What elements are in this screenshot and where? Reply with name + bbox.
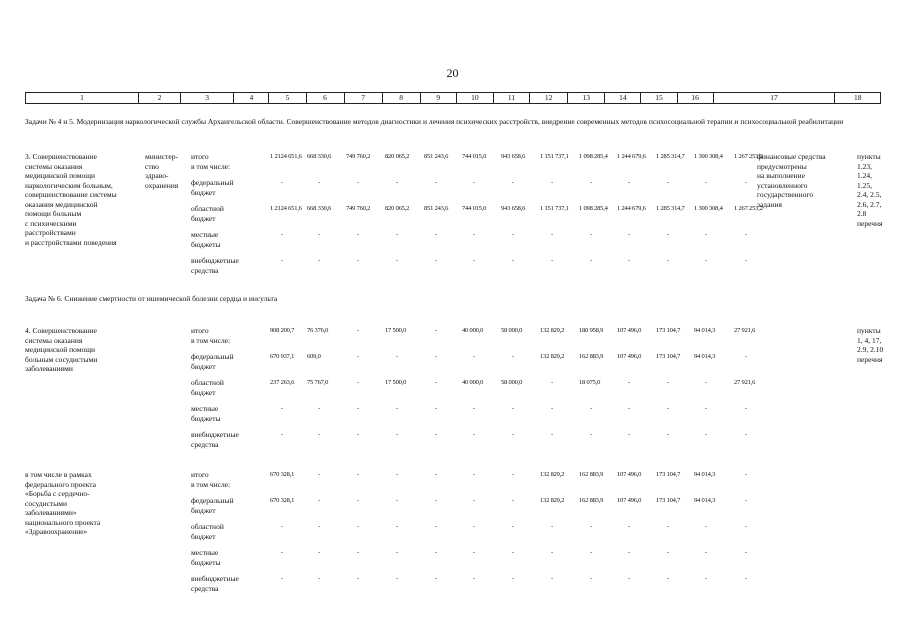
executor-line: здраво- xyxy=(145,171,169,180)
funding-value-cell: 173 104,7 xyxy=(656,353,681,360)
header-col-14: 14 xyxy=(604,93,640,103)
funding-value-cell: - xyxy=(590,257,592,264)
funding-source-label: бюджеты xyxy=(191,413,221,423)
funding-value-cell: - xyxy=(357,497,359,504)
note-line: государственного xyxy=(757,190,814,199)
funding-value-cell: - xyxy=(705,231,707,238)
reference-line: 1, 4, 17, xyxy=(857,335,882,345)
funding-value-cell: 173 104,7 xyxy=(656,471,681,478)
funding-value-cell: 132 829,2 xyxy=(540,327,565,334)
funding-value-cell: 1 244 679,6 xyxy=(617,153,646,160)
funding-value-cell: - xyxy=(512,431,514,438)
funding-value-cell: - xyxy=(628,523,630,530)
funding-value-cell: 1 151 737,1 xyxy=(540,205,569,212)
funding-value-cell: - xyxy=(667,549,669,556)
funding-value-cell: - xyxy=(590,179,592,186)
funding-value-cell: - xyxy=(667,523,669,530)
funding-value-cell: - xyxy=(745,179,747,186)
executor-line: министер- xyxy=(145,152,178,161)
funding-value-cell: - xyxy=(396,179,398,186)
funding-value-cell: 670 328,1 xyxy=(270,471,295,478)
funding-value-cell: - xyxy=(512,231,514,238)
funding-value-cell: - xyxy=(745,471,747,478)
funding-source-label: федеральный xyxy=(191,496,234,505)
funding-value-cell: - xyxy=(590,523,592,530)
funding-value-cell: - xyxy=(745,523,747,530)
funding-source-label: внебюджетные xyxy=(191,430,239,439)
funding-value-cell: - xyxy=(281,231,283,238)
header-col-13: 13 xyxy=(567,93,604,103)
funding-value-cell: 1 267 253,2 xyxy=(734,153,763,160)
funding-value-cell: - xyxy=(473,231,475,238)
funding-value-cell: 27 921,6 xyxy=(734,379,756,386)
funding-value-cell: - xyxy=(745,431,747,438)
funding-value-cell: 94 014,3 xyxy=(694,497,716,504)
funding-value-cell: 237 263,6 xyxy=(270,379,295,386)
funding-source-label: средства xyxy=(191,583,219,593)
funding-value-cell: 943 658,6 xyxy=(501,153,526,160)
reference-line: 2.8 xyxy=(857,209,867,218)
header-col-4: 4 xyxy=(233,93,268,103)
funding-source-label: в том числе: xyxy=(191,479,231,489)
funding-source-label: областной xyxy=(191,204,224,213)
funding-value-cell: - xyxy=(318,471,320,478)
funding-value-cell: - xyxy=(281,431,283,438)
funding-value-cell: - xyxy=(473,523,475,530)
funding-value-cell: - xyxy=(590,405,592,412)
funding-value-cell: - xyxy=(473,471,475,478)
funding-value-cell: - xyxy=(628,179,630,186)
funding-value-cell: - xyxy=(396,575,398,582)
measure-name-line: системы оказания xyxy=(25,335,83,345)
funding-source-label: внебюджетные xyxy=(191,574,239,583)
funding-value-cell: - xyxy=(396,497,398,504)
funding-value-cell: - xyxy=(512,179,514,186)
note-line: задания xyxy=(757,199,782,209)
funding-value-cell: - xyxy=(473,405,475,412)
funding-value-cell: 173 104,7 xyxy=(656,327,681,334)
measure-name-line: оказания медицинской xyxy=(25,199,98,209)
funding-value-cell: - xyxy=(705,575,707,582)
funding-value-cell: 173 104,7 xyxy=(656,497,681,504)
funding-value-cell: - xyxy=(473,431,475,438)
funding-value-cell: 1 098 285,4 xyxy=(579,205,608,212)
funding-value-cell: - xyxy=(473,353,475,360)
funding-value-cell: 670 937,1 xyxy=(270,353,295,360)
funding-source-label: бюджет xyxy=(191,505,216,515)
funding-value-cell: - xyxy=(628,257,630,264)
header-col-9: 9 xyxy=(420,93,456,103)
funding-value-cell: - xyxy=(745,405,747,412)
measure-name-line: расстройствами xyxy=(25,228,76,237)
funding-value-cell: 94 014,3 xyxy=(694,327,716,334)
measure-name-line: в том числе в рамках xyxy=(25,470,92,479)
funding-value-cell: 162 883,9 xyxy=(579,497,604,504)
funding-value-cell: 17 500,0 xyxy=(385,327,407,334)
note-line: финансовые средства xyxy=(757,152,826,161)
funding-value-cell: 40 000,0 xyxy=(462,327,484,334)
funding-value-cell: 943 658,6 xyxy=(501,205,526,212)
measure-name-line: национального проекта xyxy=(25,517,101,527)
funding-value-cell: - xyxy=(357,431,359,438)
funding-value-cell: 744 015,0 xyxy=(462,153,487,160)
funding-value-cell: - xyxy=(551,231,553,238)
funding-value-cell: - xyxy=(281,523,283,530)
measure-name-line: с психическими xyxy=(25,218,77,228)
funding-value-cell: - xyxy=(705,179,707,186)
funding-value-cell: - xyxy=(705,405,707,412)
funding-value-cell: - xyxy=(667,431,669,438)
funding-value-cell: - xyxy=(318,549,320,556)
funding-value-cell: - xyxy=(357,549,359,556)
funding-value-cell: 107 496,0 xyxy=(617,471,642,478)
funding-value-cell: - xyxy=(628,231,630,238)
funding-value-cell: 94 014,3 xyxy=(694,471,716,478)
funding-value-cell: 851 243,6 xyxy=(424,205,449,212)
funding-source-label: бюджет xyxy=(191,387,216,397)
funding-value-cell: 1 285 314,7 xyxy=(656,153,685,160)
funding-value-cell: - xyxy=(473,575,475,582)
task-6-heading: Задача № 6. Снижение смертности от ишемической болезни сердца и инсульта xyxy=(25,294,278,303)
reference-line: перечня xyxy=(857,218,883,228)
funding-value-cell: - xyxy=(551,523,553,530)
header-col-6: 6 xyxy=(306,93,344,103)
funding-source-label: средства xyxy=(191,439,219,449)
executor-line: охранения xyxy=(145,180,179,190)
funding-value-cell: - xyxy=(590,231,592,238)
funding-value-cell: - xyxy=(357,327,359,334)
funding-value-cell: 908 200,7 xyxy=(270,327,295,334)
funding-source-label: местные xyxy=(191,404,219,413)
funding-source-label: федеральный xyxy=(191,352,234,361)
header-col-10: 10 xyxy=(456,93,493,103)
funding-value-cell: - xyxy=(551,379,553,386)
funding-source-label: бюджеты xyxy=(191,239,221,249)
funding-value-cell: - xyxy=(628,379,630,386)
measure-name-line: сосудистыми xyxy=(25,498,68,508)
funding-value-cell: - xyxy=(667,405,669,412)
funding-value-cell: 107 496,0 xyxy=(617,353,642,360)
funding-value-cell: - xyxy=(357,379,359,386)
funding-value-cell: 27 921,6 xyxy=(734,327,756,334)
funding-source-label: бюджеты xyxy=(191,557,221,567)
funding-value-cell: 40 000,0 xyxy=(462,379,484,386)
funding-value-cell: 162 883,9 xyxy=(579,471,604,478)
funding-value-cell: - xyxy=(551,575,553,582)
header-col-5: 5 xyxy=(268,93,305,103)
funding-value-cell: - xyxy=(435,497,437,504)
measure-name-line: «Борьба с сердечно- xyxy=(25,489,90,498)
header-col-3: 3 xyxy=(180,93,233,103)
funding-value-cell: - xyxy=(435,405,437,412)
funding-value-cell: - xyxy=(705,523,707,530)
funding-value-cell: 180 958,9 xyxy=(579,327,604,334)
funding-value-cell: 820 065,2 xyxy=(385,205,410,212)
funding-value-cell: - xyxy=(473,497,475,504)
funding-source-label: итого xyxy=(191,152,209,161)
header-col-17: 17 xyxy=(713,93,835,103)
reference-line: перечня xyxy=(857,354,883,364)
funding-value-cell: - xyxy=(396,523,398,530)
funding-value-cell: - xyxy=(628,575,630,582)
header-col-11: 11 xyxy=(493,93,529,103)
funding-value-cell: - xyxy=(396,231,398,238)
funding-value-cell: 749 760,2 xyxy=(346,153,371,160)
reference-line: пункты xyxy=(857,152,881,161)
funding-value-cell: - xyxy=(435,471,437,478)
funding-value-cell: - xyxy=(551,549,553,556)
funding-value-cell: - xyxy=(357,405,359,412)
measure-name-line: 3. Совершенствование xyxy=(25,152,97,161)
funding-value-cell: - xyxy=(473,179,475,186)
page-number: 20 xyxy=(446,66,459,80)
funding-value-cell: - xyxy=(435,431,437,438)
funding-value-cell: - xyxy=(512,257,514,264)
funding-value-cell: 162 883,9 xyxy=(579,353,604,360)
header-col-2: 2 xyxy=(138,93,180,103)
funding-source-label: средства xyxy=(191,265,219,275)
funding-value-cell: - xyxy=(318,179,320,186)
funding-value-cell: - xyxy=(628,431,630,438)
funding-value-cell: 58 000,0 xyxy=(501,327,523,334)
funding-value-cell: - xyxy=(705,431,707,438)
funding-value-cell: - xyxy=(357,179,359,186)
funding-value-cell: 668 330,6 xyxy=(307,205,332,212)
funding-value-cell: - xyxy=(745,497,747,504)
funding-value-cell: 1 267 253,2 xyxy=(734,205,763,212)
measure-name-line: медицинской помощи xyxy=(25,171,95,180)
funding-value-cell: - xyxy=(667,379,669,386)
funding-value-cell: - xyxy=(512,471,514,478)
funding-value-cell: - xyxy=(281,405,283,412)
header-col-18: 18 xyxy=(834,93,880,103)
funding-value-cell: - xyxy=(396,471,398,478)
measure-name-line: заболеваниями» xyxy=(25,508,77,517)
funding-value-cell: - xyxy=(745,575,747,582)
funding-value-cell: - xyxy=(281,257,283,264)
funding-value-cell: - xyxy=(705,257,707,264)
funding-value-cell: - xyxy=(435,523,437,530)
measure-name-line: 4. Совершенствование xyxy=(25,326,97,335)
header-col-8: 8 xyxy=(382,93,420,103)
funding-value-cell: - xyxy=(473,257,475,264)
funding-value-cell: 1 300 308,4 xyxy=(694,153,723,160)
funding-value-cell: 1 098 285,4 xyxy=(579,153,608,160)
funding-value-cell: 94 014,3 xyxy=(694,353,716,360)
funding-value-cell: 1 151 737,1 xyxy=(540,153,569,160)
funding-value-cell: 75 767,0 xyxy=(307,379,329,386)
funding-value-cell: - xyxy=(512,575,514,582)
funding-value-cell: - xyxy=(435,379,437,386)
funding-source-label: местные xyxy=(191,548,219,557)
reference-line: пункты xyxy=(857,326,881,335)
measure-name-line: медицинской помощи xyxy=(25,345,95,354)
funding-value-cell: - xyxy=(357,257,359,264)
note-line: установленного xyxy=(757,180,808,190)
funding-value-cell: - xyxy=(590,549,592,556)
measure-name-line: наркологическим больным, xyxy=(25,180,113,190)
measure-name-line: «Здравоохранение» xyxy=(25,527,88,536)
funding-value-cell: - xyxy=(745,257,747,264)
funding-value-cell: - xyxy=(318,405,320,412)
funding-value-cell: - xyxy=(435,549,437,556)
funding-value-cell: - xyxy=(396,431,398,438)
reference-line: 1.25, xyxy=(857,180,872,190)
funding-value-cell: - xyxy=(357,575,359,582)
funding-value-cell: 668 330,6 xyxy=(307,153,332,160)
funding-value-cell: 1 300 308,4 xyxy=(694,205,723,212)
funding-value-cell: - xyxy=(318,257,320,264)
funding-value-cell: 58 000,0 xyxy=(501,379,523,386)
funding-source-label: в том числе: xyxy=(191,335,231,345)
funding-value-cell: 132 829,2 xyxy=(540,471,565,478)
funding-source-label: бюджет xyxy=(191,531,216,541)
funding-value-cell: - xyxy=(318,231,320,238)
funding-value-cell: 749 760,2 xyxy=(346,205,371,212)
funding-value-cell: - xyxy=(357,523,359,530)
funding-value-cell: - xyxy=(667,231,669,238)
funding-source-label: в том числе: xyxy=(191,161,231,171)
funding-value-cell: - xyxy=(281,575,283,582)
funding-value-cell: 851 243,6 xyxy=(424,153,449,160)
measure-name-line: федерального проекта xyxy=(25,479,96,489)
measure-name-line: помощи больным xyxy=(25,209,82,218)
header-col-12: 12 xyxy=(529,93,567,103)
header-col-15: 15 xyxy=(640,93,676,103)
funding-value-cell: - xyxy=(396,549,398,556)
funding-value-cell: - xyxy=(435,231,437,238)
funding-value-cell: - xyxy=(551,405,553,412)
funding-value-cell: - xyxy=(512,405,514,412)
funding-value-cell: 18 075,0 xyxy=(579,379,601,386)
reference-line: 2.9, 2.10 xyxy=(857,345,884,354)
funding-value-cell: - xyxy=(628,549,630,556)
funding-value-cell: 820 065,2 xyxy=(385,153,410,160)
funding-value-cell: - xyxy=(705,549,707,556)
header-col-7: 7 xyxy=(344,93,382,103)
funding-value-cell: - xyxy=(435,257,437,264)
funding-value-cell: - xyxy=(281,179,283,186)
funding-value-cell: - xyxy=(281,549,283,556)
funding-value-cell: - xyxy=(318,575,320,582)
reference-line: 2.4, 2.5, xyxy=(857,190,882,199)
funding-value-cell: 1 2124 651,6 xyxy=(270,153,302,160)
funding-value-cell: - xyxy=(473,549,475,556)
funding-value-cell: 744 015,0 xyxy=(462,205,487,212)
reference-line: 1.23, xyxy=(857,161,872,171)
funding-value-cell: 670 328,1 xyxy=(270,497,295,504)
funding-value-cell: - xyxy=(667,257,669,264)
funding-value-cell: - xyxy=(512,523,514,530)
funding-value-cell: 76 376,0 xyxy=(307,327,329,334)
funding-value-cell: - xyxy=(667,179,669,186)
funding-source-label: областной xyxy=(191,522,224,531)
funding-source-label: итого xyxy=(191,470,209,479)
funding-value-cell: - xyxy=(745,549,747,556)
funding-value-cell: - xyxy=(512,353,514,360)
funding-value-cell: 132 829,2 xyxy=(540,353,565,360)
measure-name-line: больным сосудистыми xyxy=(25,354,98,364)
funding-value-cell: - xyxy=(357,231,359,238)
executor-line: ство xyxy=(145,161,159,171)
funding-value-cell: 609,0 xyxy=(307,353,321,360)
header-col-16: 16 xyxy=(677,93,713,103)
measure-name-line: совершенствование системы xyxy=(25,190,117,199)
funding-value-cell: - xyxy=(551,257,553,264)
funding-value-cell: - xyxy=(318,497,320,504)
funding-value-cell: - xyxy=(590,575,592,582)
funding-value-cell: - xyxy=(512,497,514,504)
funding-value-cell: - xyxy=(551,179,553,186)
funding-value-cell: - xyxy=(318,523,320,530)
funding-value-cell: - xyxy=(435,353,437,360)
funding-value-cell: - xyxy=(396,405,398,412)
funding-source-label: бюджет xyxy=(191,213,216,223)
funding-value-cell: - xyxy=(435,327,437,334)
funding-value-cell: - xyxy=(396,257,398,264)
funding-source-label: бюджет xyxy=(191,361,216,371)
funding-value-cell: - xyxy=(512,549,514,556)
funding-source-label: областной xyxy=(191,378,224,387)
funding-value-cell: 1 244 679,6 xyxy=(617,205,646,212)
funding-value-cell: - xyxy=(357,471,359,478)
funding-value-cell: 1 2124 651,6 xyxy=(270,205,302,212)
funding-value-cell: 17 500,0 xyxy=(385,379,407,386)
funding-source-label: федеральный xyxy=(191,178,234,187)
reference-line: 2.6, 2.7, xyxy=(857,199,882,209)
reference-line: 1.24, xyxy=(857,171,872,180)
funding-value-cell: - xyxy=(590,431,592,438)
header-col-1: 1 xyxy=(80,93,84,102)
funding-value-cell: - xyxy=(318,431,320,438)
note-line: предусмотрены xyxy=(757,161,807,171)
note-line: на выполнение xyxy=(757,171,805,180)
funding-value-cell: 107 496,0 xyxy=(617,327,642,334)
funding-value-cell: - xyxy=(396,353,398,360)
funding-source-label: бюджет xyxy=(191,187,216,197)
funding-value-cell: - xyxy=(705,379,707,386)
measure-name-line: и расстройствами поведения xyxy=(25,237,117,247)
funding-value-cell: - xyxy=(357,353,359,360)
funding-value-cell: - xyxy=(745,353,747,360)
funding-value-cell: 132 829,2 xyxy=(540,497,565,504)
funding-value-cell: - xyxy=(435,179,437,186)
measure-name-line: заболеваниями xyxy=(25,364,73,373)
funding-value-cell: - xyxy=(551,431,553,438)
funding-value-cell: - xyxy=(628,405,630,412)
column-number-header xyxy=(25,92,881,104)
task-4-5-heading: Задачи № 4 и 5. Модернизация наркологической службы Архангельской области. Совершенствование методов диагностики и лечения психических расстройств, внедрение современных методов психосоциальной терапии и психосоциальной реабилитации xyxy=(25,117,844,126)
funding-source-label: местные xyxy=(191,230,219,239)
funding-value-cell: - xyxy=(667,575,669,582)
funding-value-cell: - xyxy=(745,231,747,238)
funding-source-label: внебюджетные xyxy=(191,256,239,265)
funding-value-cell: 107 496,0 xyxy=(617,497,642,504)
funding-value-cell: 1 285 314,7 xyxy=(656,205,685,212)
funding-value-cell: - xyxy=(435,575,437,582)
measure-name-line: системы оказания xyxy=(25,161,83,171)
funding-source-label: итого xyxy=(191,326,209,335)
